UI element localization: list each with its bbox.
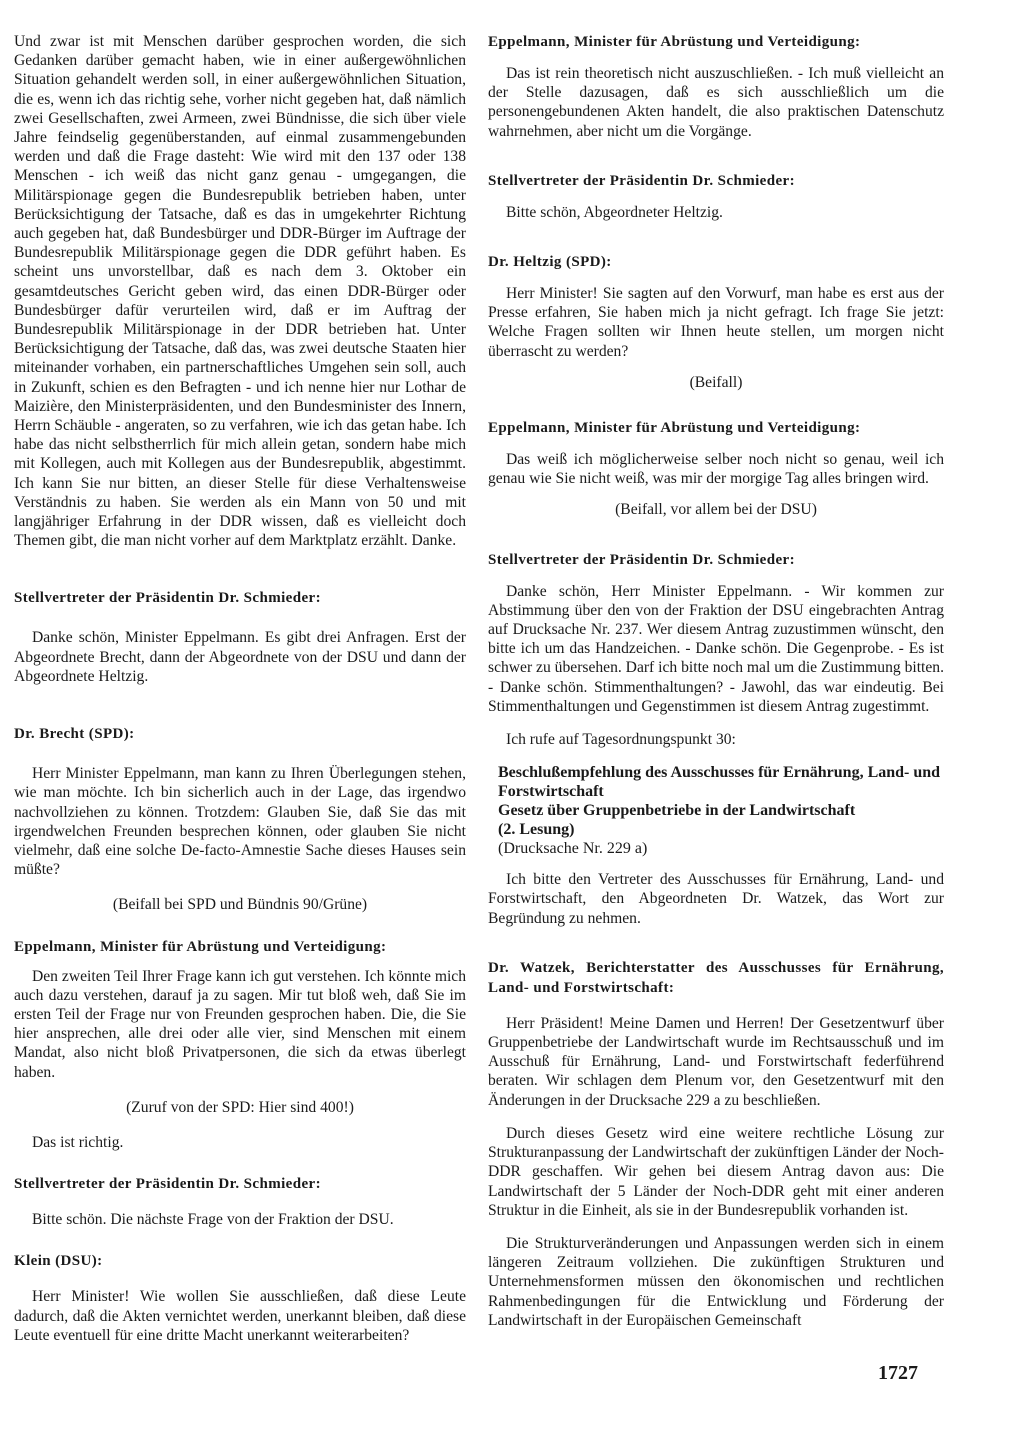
agenda-law-title: Gesetz über Gruppenbetriebe in der Landwirtschaft [498,802,856,820]
speech-paragraph: Das ist rein theoretisch nicht auszuschließen. - Ich muß vielleicht an der Stelle dazusagen, daß es sich ausschließlich um die personengebundenen Akten handelt, die also praktischen Datenschutz wahrnehmen, aber nicht um die Vorgänge. [488,65,944,140]
speaker-heading: Stellvertreter der Präsidentin Dr. Schmieder: [488,551,795,568]
agenda-document-ref: (Drucksache Nr. 229 a) [498,840,648,858]
applause-note: (Beifall bei SPD und Bündnis 90/Grüne) [112,896,368,914]
agenda-item [488,763,944,858]
speech-paragraph: Herr Minister! Sie sagten auf den Vorwurf, man habe es erst aus der Presse erfahren, Sie haben mich ja nicht gefragt. Ich frage Sie jetzt: Welche Fragen sollten wir Ihnen heute stellen, um morgen nicht überrascht zu werden? [488,285,944,360]
intro-paragraph: Und zwar ist mit Menschen darüber gesprochen worden, die sich Gedanken darüber gemacht haben, wie in einer außergewöhnlichen Situation gehandelt werden soll, in einer außergewöhnlichen Situation, die es, wenn ich das richtig sehe, vorher nicht gegeben hat, daß nämlich zwei Gesellschaften, zwei Armeen, zwei Bündnisse, die sich über viele Jahre feindselig gegenüberstanden, auf einmal zusammengebunden werden und daß die Frage dasteht: Wie wird mit den 137 oder 138 Menschen - ich weiß das nicht ganz genau - umgegangen, die Militärspionage gegen die Bundesrepublik betrieben haben, unter Berücksichtigung der Tatsache, daß es das in umgekehrter Richtung auch gegeben hat, daß Bundesbürger und DDR-Bürger im Auftrage der Bundesrepublik Militärspionage gegen die DDR geführt haben. Es scheint uns unvorstellbar, daß es nach dem 3. Oktober ein gesamtdeutsches Gericht geben wird, das einen DDR-Bürger oder Bundesbürger dafür verurteilen wird, daß er im Auftrag der Bundesrepublik Militärspionage in der DDR betrieben hat. Unter Berücksichtigung der Tatsache, daß das, was zwei deutsche Staaten hier miteinander vorhaben, ein partnerschaftliches Umgehen sein soll, auch in Zukunft, schien es den Befragten - und ich nenne hier nur Lothar de Maizière, den Ministerpräsidenten, und den Bundesminister des Innern, Herrn Schäuble - angeraten, so zu verfahren, wie ich das getan habe. Ich habe das nicht selbstherrlich für mich allein getan, sondern habe mich mit Kollegen, auch mit Kollegen aus der Bundesrepublik, abgestimmt. Ich kann Sie nur bitten, an dieser Stelle für diese Verhaltensweise Verständnis zu haben. Sie werden als ein Mann von 50 und mit langjähriger Erfahrung in der DDR wissen, daß es vielleicht doch Themen gibt, die man nicht vorher auf dem Marktplatz erzählt. Danke. [14,33,466,550]
speaker-heading: Eppelmann, Minister für Abrüstung und Verteidigung: [488,34,861,50]
speech-paragraph: Bitte schön. Die nächste Frage von der Fraktion der DSU. [32,1211,394,1229]
speaker-heading: Dr. Heltzig (SPD): [488,254,612,271]
speech-paragraph: Herr Minister Eppelmann, man kann zu Ihren Überlegungen stehen, wie man möchte. Ich bin sicherlich auch in der Lage, das irgendwo nachvollziehen zu können. Trotzdem: Glauben Sie, daß Sie das mit irgendwelchen Freunden besprechen können, oder glauben Sie nicht vielmehr, daß eine solche De-facto-Amnestie Sache dieses Hauses sein müßte? [14,765,466,879]
right-column [488,32,944,1330]
speech-paragraph: Herr Präsident! Meine Damen und Herren! Der Gesetzentwurf über Gruppenbetriebe der Landwirtschaft wurde im Rechtsausschuß und im Ausschuß für Ernährung, Land- und Forstwirtschaft federführend beraten. Wir schlagen dem Plenum vor, den Gesetzentwurf mit den Änderungen in der Drucksache 229 a zu beschließen. [488,1014,944,1109]
page-number: 1727 [878,1362,918,1384]
speech-paragraph: Danke schön, Minister Eppelmann. Es gibt drei Anfragen. Erst der Abgeordnete Brecht, dann der Abgeordnete von der DSU und dann der Abgeordnete Heltzig. [14,629,466,685]
speaker-heading: Eppelmann, Minister für Abrüstung und Verteidigung: [488,420,861,437]
speech-paragraph: Durch dieses Gesetz wird eine weitere rechtliche Lösung zur Strukturanpassung der Landwirtschaft der zukünftigen Länder der Noch-DDR geschaffen. Wir gehen bei diesem Antrag davon aus: Die Landwirtschaft der 5 Länder der Noch-DDR geht mit einer anderen Struktur in die Einheit, als sie in der Bundesrepublik vorhanden ist. [488,1124,944,1219]
speech-paragraph: Bitte schön, Abgeordneter Heltzig. [506,203,723,221]
applause-note: (Beifall, vor allem bei der DSU) [615,501,817,519]
speech-paragraph: Das weiß ich möglicherweise selber noch nicht so genau, weil ich genau wie Sie nicht weiß, was mir der morgige Tag alles bringen wird. [488,451,944,488]
speech-paragraph: Danke schön, Herr Minister Eppelmann. - Wir kommen zur Abstimmung über den von der Fraktion der DSU eingebrachten Antrag auf Drucksache Nr. 237. Wer diesem Antrag zuzustimmen wünscht, den bitte ich um das Handzeichen. - Danke schön. Die Gegenprobe. - Es ist schwer zu übersehen. Darf ich bitte noch mal um die Zustimmung bitten. - Danke schön. Stimmenthaltungen? - Jawohl, das war eindeutig. Bei Stimmenthaltungen und Gegenstimmen ist diesem Antrag zugestimmt. [488,582,944,715]
agenda-title: Beschlußempfehlung des Ausschusses für Ernährung, Land- und Forstwirtschaft [498,764,941,801]
speaker-heading: Dr. Watzek, Berichterstatter des Ausschusses für Ernährung, Land- und Forstwirtschaft: [488,959,944,996]
speaker-heading: Stellvertreter der Präsidentin Dr. Schmieder: [14,590,321,607]
speaker-heading: Klein (DSU): [14,1253,103,1270]
speech-paragraph: Die Strukturveränderungen und Anpassungen werden sich in einem längeren Zeitraum vollziehen. Die zukünftigen Strukturen und Unternehmensformen müssen den ökonomischen und rechtlichen Rahmenbedingungen für die Entwicklung und Förderung der Landwirtschaft in der Europäischen Gemeinschaft [488,1234,944,1329]
left-column [14,32,466,1345]
speaker-heading: Stellvertreter der Präsidentin Dr. Schmieder: [488,172,795,189]
speech-paragraph: Das ist richtig. [32,1133,124,1151]
speech-paragraph: Herr Minister! Wie wollen Sie ausschließen, daß diese Leute dadurch, daß die Akten vernichtet werden, unerkannt bleiben, daß diese Leute eventuell für eine dritte Macht unerkannt weiterarbeiten? [14,1288,466,1344]
speaker-heading: Stellvertreter der Präsidentin Dr. Schmieder: [14,1176,321,1193]
speech-paragraph: Den zweiten Teil Ihrer Frage kann ich gut verstehen. Ich könnte mich auch dazu verstehen, darauf ja zu sagen. Mir tut bloß weh, daß Sie im ersten Teil der Frage nur von Freunden gesprochen haben. Die, die Sie hier ansprechen, alle drei oder alle vier, sind Menschen mit einem Mandat, also nicht bloß Privatpersonen, die sich da etwas überlegt haben. [14,967,466,1081]
speech-paragraph: Ich rufe auf Tagesordnungspunkt 30: [506,731,736,749]
applause-note: (Beifall) [689,373,743,391]
speaker-heading: Eppelmann, Minister für Abrüstung und Verteidigung: [14,938,387,955]
interjection-note: (Zuruf von der SPD: Hier sind 400!) [126,1098,354,1116]
agenda-reading: (2. Lesung) [498,821,575,839]
speech-paragraph: Ich bitte den Vertreter des Ausschusses für Ernährung, Land- und Forstwirtschaft, den Abgeordneten Dr. Watzek, das Wort zur Begründung zu nehmen. [488,871,944,927]
speaker-heading: Dr. Brecht (SPD): [14,726,135,743]
